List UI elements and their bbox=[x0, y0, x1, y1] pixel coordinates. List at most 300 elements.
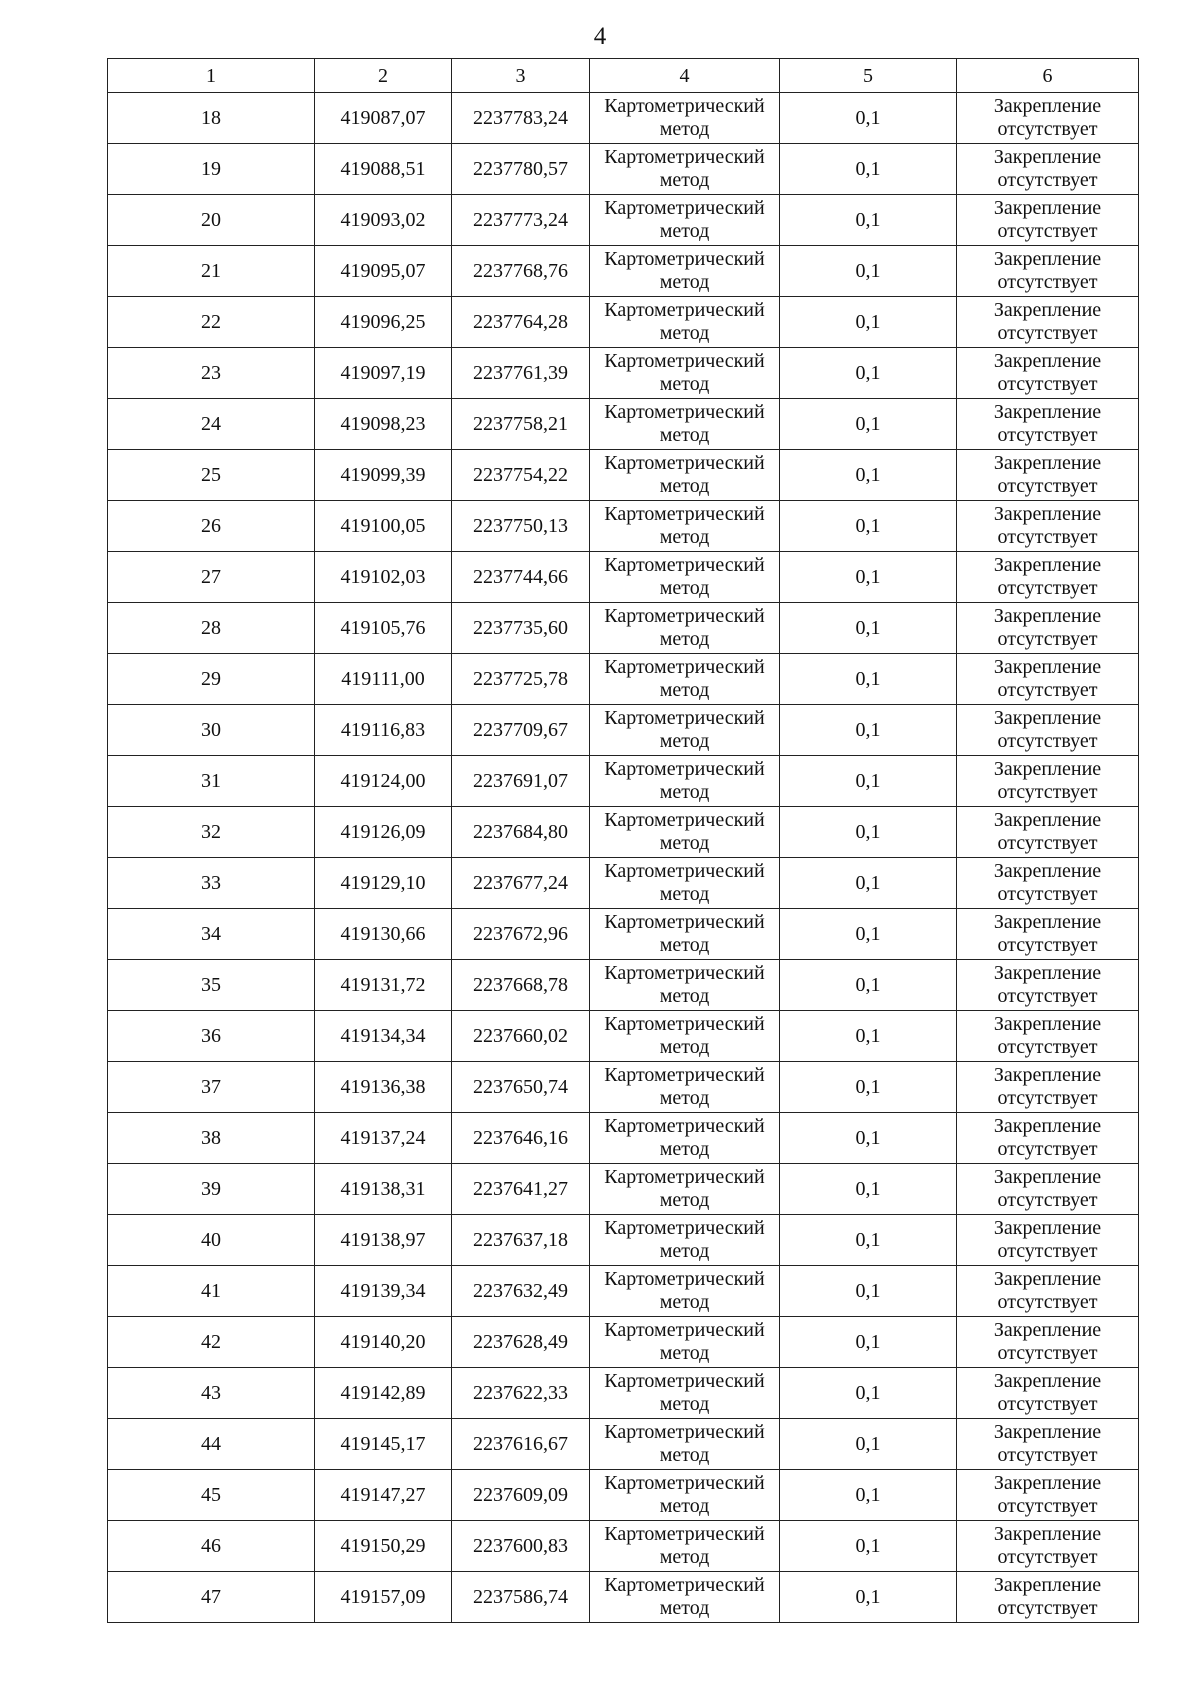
coordinate-x: 419147,27 bbox=[315, 1470, 452, 1521]
fixing-cell bbox=[957, 1521, 1139, 1572]
method-cell-line: метод bbox=[659, 1036, 710, 1058]
fixing-cell-line: Закрепление bbox=[993, 1013, 1102, 1035]
coordinate-y: 2237677,24 bbox=[452, 858, 590, 909]
fixing-cell-line: отсутствует bbox=[997, 832, 1098, 854]
method-cell-line: метод bbox=[659, 781, 710, 803]
method-cell-line: метод bbox=[659, 934, 710, 956]
fixing-cell bbox=[957, 552, 1139, 603]
fixing-cell-line: отсутствует bbox=[997, 934, 1098, 956]
point-number: 39 bbox=[108, 1164, 315, 1215]
table-row bbox=[108, 1113, 1139, 1164]
coordinate-y: 2237709,67 bbox=[452, 705, 590, 756]
method-cell bbox=[590, 348, 780, 399]
accuracy-cell: 0,1 bbox=[780, 1164, 957, 1215]
coordinate-x: 419088,51 bbox=[315, 144, 452, 195]
method-cell bbox=[590, 399, 780, 450]
coordinate-y: 2237744,66 bbox=[452, 552, 590, 603]
fixing-cell-line: Закрепление bbox=[993, 758, 1102, 780]
fixing-cell-line: отсутствует bbox=[997, 1597, 1098, 1619]
fixing-cell-line: Закрепление bbox=[993, 656, 1102, 678]
fixing-cell bbox=[957, 195, 1139, 246]
method-cell-line: Картометрический bbox=[604, 860, 765, 882]
fixing-cell-line: отсутствует bbox=[997, 1087, 1098, 1109]
point-number: 29 bbox=[108, 654, 315, 705]
table-row bbox=[108, 450, 1139, 501]
point-number: 41 bbox=[108, 1266, 315, 1317]
fixing-cell-line: отсутствует bbox=[997, 1495, 1098, 1517]
coordinate-x: 419137,24 bbox=[315, 1113, 452, 1164]
fixing-cell-line: отсутствует bbox=[997, 526, 1098, 548]
method-cell-line: метод bbox=[659, 475, 710, 497]
fixing-cell-line: отсутствует bbox=[997, 1291, 1098, 1313]
fixing-cell-line: Закрепление bbox=[993, 1115, 1102, 1137]
coordinate-y: 2237773,24 bbox=[452, 195, 590, 246]
fixing-cell bbox=[957, 246, 1139, 297]
coordinate-x: 419142,89 bbox=[315, 1368, 452, 1419]
fixing-cell bbox=[957, 1572, 1139, 1623]
fixing-cell bbox=[957, 858, 1139, 909]
method-cell bbox=[590, 1368, 780, 1419]
accuracy-cell: 0,1 bbox=[780, 1470, 957, 1521]
header-col-6: 6 bbox=[957, 59, 1139, 93]
coordinate-y: 2237616,67 bbox=[452, 1419, 590, 1470]
fixing-cell bbox=[957, 399, 1139, 450]
page-number: 4 bbox=[593, 23, 607, 50]
coordinate-y: 2237750,13 bbox=[452, 501, 590, 552]
coordinate-x: 419136,38 bbox=[315, 1062, 452, 1113]
fixing-cell-line: отсутствует bbox=[997, 1240, 1098, 1262]
fixing-cell-line: Закрепление bbox=[993, 809, 1102, 831]
method-cell-line: Картометрический bbox=[604, 146, 765, 168]
method-cell bbox=[590, 807, 780, 858]
fixing-cell-line: Закрепление bbox=[993, 1064, 1102, 1086]
fixing-cell-line: Закрепление bbox=[993, 1217, 1102, 1239]
table-row bbox=[108, 399, 1139, 450]
fixing-cell-line: Закрепление bbox=[993, 401, 1102, 423]
method-cell bbox=[590, 1470, 780, 1521]
method-cell-line: метод bbox=[659, 169, 710, 191]
accuracy-cell: 0,1 bbox=[780, 1368, 957, 1419]
method-cell-line: метод bbox=[659, 577, 710, 599]
method-cell bbox=[590, 705, 780, 756]
fixing-cell-line: Закрепление bbox=[993, 1268, 1102, 1290]
method-cell bbox=[590, 603, 780, 654]
point-number: 47 bbox=[108, 1572, 315, 1623]
fixing-cell-line: отсутствует bbox=[997, 169, 1098, 191]
accuracy-cell: 0,1 bbox=[780, 93, 957, 144]
fixing-cell bbox=[957, 93, 1139, 144]
method-cell-line: метод bbox=[659, 424, 710, 446]
accuracy-cell: 0,1 bbox=[780, 552, 957, 603]
fixing-cell-line: Закрепление bbox=[993, 911, 1102, 933]
coordinate-x: 419099,39 bbox=[315, 450, 452, 501]
point-number: 26 bbox=[108, 501, 315, 552]
fixing-cell-line: отсутствует bbox=[997, 271, 1098, 293]
header-row bbox=[108, 59, 1139, 93]
coordinate-y: 2237761,39 bbox=[452, 348, 590, 399]
fixing-cell bbox=[957, 144, 1139, 195]
coordinate-x: 419093,02 bbox=[315, 195, 452, 246]
accuracy-cell: 0,1 bbox=[780, 1266, 957, 1317]
method-cell-line: Картометрический bbox=[604, 1319, 765, 1341]
coordinate-y: 2237637,18 bbox=[452, 1215, 590, 1266]
accuracy-cell: 0,1 bbox=[780, 1113, 957, 1164]
coordinate-x: 419105,76 bbox=[315, 603, 452, 654]
coordinate-x: 419129,10 bbox=[315, 858, 452, 909]
point-number: 44 bbox=[108, 1419, 315, 1470]
fixing-cell-line: отсутствует bbox=[997, 577, 1098, 599]
fixing-cell-line: отсутствует bbox=[997, 1036, 1098, 1058]
point-number: 24 bbox=[108, 399, 315, 450]
method-cell-line: Картометрический bbox=[604, 962, 765, 984]
fixing-cell-line: Закрепление bbox=[993, 707, 1102, 729]
coordinate-x: 419096,25 bbox=[315, 297, 452, 348]
fixing-cell bbox=[957, 909, 1139, 960]
fixing-cell-line: Закрепление bbox=[993, 860, 1102, 882]
method-cell bbox=[590, 501, 780, 552]
table-row bbox=[108, 552, 1139, 603]
method-cell-line: Картометрический bbox=[604, 1115, 765, 1137]
table-row bbox=[108, 603, 1139, 654]
point-number: 22 bbox=[108, 297, 315, 348]
table-row bbox=[108, 1572, 1139, 1623]
point-number: 45 bbox=[108, 1470, 315, 1521]
point-number: 31 bbox=[108, 756, 315, 807]
fixing-cell-line: отсутствует bbox=[997, 322, 1098, 344]
method-cell-line: метод bbox=[659, 985, 710, 1007]
fixing-cell-line: отсутствует bbox=[997, 1546, 1098, 1568]
table-row bbox=[108, 1164, 1139, 1215]
coordinate-y: 2237609,09 bbox=[452, 1470, 590, 1521]
method-cell-line: метод bbox=[659, 271, 710, 293]
method-cell-line: метод bbox=[659, 730, 710, 752]
method-cell bbox=[590, 960, 780, 1011]
fixing-cell bbox=[957, 1011, 1139, 1062]
coordinate-y: 2237622,33 bbox=[452, 1368, 590, 1419]
method-cell bbox=[590, 1062, 780, 1113]
method-cell bbox=[590, 1419, 780, 1470]
fixing-cell-line: отсутствует bbox=[997, 475, 1098, 497]
table-row bbox=[108, 960, 1139, 1011]
accuracy-cell: 0,1 bbox=[780, 1317, 957, 1368]
accuracy-cell: 0,1 bbox=[780, 756, 957, 807]
method-cell-line: Картометрический bbox=[604, 503, 765, 525]
method-cell-line: Картометрический bbox=[604, 452, 765, 474]
coordinate-y: 2237660,02 bbox=[452, 1011, 590, 1062]
table-row bbox=[108, 654, 1139, 705]
coordinate-x: 419100,05 bbox=[315, 501, 452, 552]
coordinate-y: 2237650,74 bbox=[452, 1062, 590, 1113]
point-number: 35 bbox=[108, 960, 315, 1011]
coordinate-y: 2237754,22 bbox=[452, 450, 590, 501]
fixing-cell bbox=[957, 603, 1139, 654]
fixing-cell-line: Закрепление bbox=[993, 95, 1102, 117]
fixing-cell bbox=[957, 1215, 1139, 1266]
coordinate-x: 419111,00 bbox=[315, 654, 452, 705]
method-cell-line: метод bbox=[659, 1495, 710, 1517]
point-number: 34 bbox=[108, 909, 315, 960]
table-row bbox=[108, 297, 1139, 348]
coordinate-x: 419139,34 bbox=[315, 1266, 452, 1317]
method-cell bbox=[590, 654, 780, 705]
fixing-cell bbox=[957, 807, 1139, 858]
method-cell-line: метод bbox=[659, 526, 710, 548]
fixing-cell-line: отсутствует bbox=[997, 730, 1098, 752]
fixing-cell bbox=[957, 1470, 1139, 1521]
coordinate-y: 2237646,16 bbox=[452, 1113, 590, 1164]
method-cell-line: метод bbox=[659, 1291, 710, 1313]
coordinates-table bbox=[107, 58, 1139, 1623]
method-cell bbox=[590, 1317, 780, 1368]
table-row bbox=[108, 1470, 1139, 1521]
coordinate-y: 2237600,83 bbox=[452, 1521, 590, 1572]
method-cell-line: метод bbox=[659, 1342, 710, 1364]
coordinate-y: 2237783,24 bbox=[452, 93, 590, 144]
method-cell-line: Картометрический bbox=[604, 1472, 765, 1494]
table-row bbox=[108, 1062, 1139, 1113]
coordinate-x: 419087,07 bbox=[315, 93, 452, 144]
coordinate-y: 2237725,78 bbox=[452, 654, 590, 705]
coordinate-y: 2237780,57 bbox=[452, 144, 590, 195]
accuracy-cell: 0,1 bbox=[780, 195, 957, 246]
method-cell-line: метод bbox=[659, 1189, 710, 1211]
method-cell-line: метод bbox=[659, 220, 710, 242]
point-number: 36 bbox=[108, 1011, 315, 1062]
method-cell-line: Картометрический bbox=[604, 401, 765, 423]
method-cell bbox=[590, 1572, 780, 1623]
method-cell-line: Картометрический bbox=[604, 1268, 765, 1290]
table-row bbox=[108, 246, 1139, 297]
method-cell-line: Картометрический bbox=[604, 809, 765, 831]
fixing-cell bbox=[957, 654, 1139, 705]
coordinate-x: 419134,34 bbox=[315, 1011, 452, 1062]
fixing-cell-line: отсутствует bbox=[997, 781, 1098, 803]
method-cell-line: Картометрический bbox=[604, 1574, 765, 1596]
coordinate-y: 2237758,21 bbox=[452, 399, 590, 450]
coordinate-x: 419150,29 bbox=[315, 1521, 452, 1572]
method-cell-line: метод bbox=[659, 373, 710, 395]
method-cell bbox=[590, 297, 780, 348]
table-row bbox=[108, 1419, 1139, 1470]
coordinate-x: 419138,31 bbox=[315, 1164, 452, 1215]
method-cell-line: Картометрический bbox=[604, 350, 765, 372]
accuracy-cell: 0,1 bbox=[780, 654, 957, 705]
fixing-cell-line: отсутствует bbox=[997, 1342, 1098, 1364]
fixing-cell bbox=[957, 1062, 1139, 1113]
coordinate-x: 419095,07 bbox=[315, 246, 452, 297]
point-number: 32 bbox=[108, 807, 315, 858]
method-cell-line: метод bbox=[659, 1597, 710, 1619]
fixing-cell bbox=[957, 297, 1139, 348]
method-cell-line: метод bbox=[659, 1138, 710, 1160]
table-row bbox=[108, 1011, 1139, 1062]
point-number: 42 bbox=[108, 1317, 315, 1368]
coordinate-y: 2237672,96 bbox=[452, 909, 590, 960]
coordinate-x: 419126,09 bbox=[315, 807, 452, 858]
coordinate-x: 419140,20 bbox=[315, 1317, 452, 1368]
fixing-cell-line: Закрепление bbox=[993, 605, 1102, 627]
accuracy-cell: 0,1 bbox=[780, 858, 957, 909]
method-cell-line: метод bbox=[659, 118, 710, 140]
point-number: 23 bbox=[108, 348, 315, 399]
coordinate-x: 419131,72 bbox=[315, 960, 452, 1011]
accuracy-cell: 0,1 bbox=[780, 807, 957, 858]
fixing-cell bbox=[957, 705, 1139, 756]
method-cell-line: Картометрический bbox=[604, 605, 765, 627]
coordinate-x: 419124,00 bbox=[315, 756, 452, 807]
fixing-cell bbox=[957, 1368, 1139, 1419]
fixing-cell-line: отсутствует bbox=[997, 220, 1098, 242]
fixing-cell-line: отсутствует bbox=[997, 1189, 1098, 1211]
method-cell bbox=[590, 858, 780, 909]
method-cell bbox=[590, 1164, 780, 1215]
coordinate-y: 2237641,27 bbox=[452, 1164, 590, 1215]
method-cell bbox=[590, 144, 780, 195]
fixing-cell bbox=[957, 348, 1139, 399]
fixing-cell-line: Закрепление bbox=[993, 146, 1102, 168]
method-cell-line: метод bbox=[659, 883, 710, 905]
method-cell bbox=[590, 195, 780, 246]
fixing-cell-line: Закрепление bbox=[993, 299, 1102, 321]
method-cell-line: метод bbox=[659, 1240, 710, 1262]
fixing-cell-line: Закрепление bbox=[993, 503, 1102, 525]
method-cell bbox=[590, 1011, 780, 1062]
fixing-cell-line: Закрепление bbox=[993, 1319, 1102, 1341]
fixing-cell-line: отсутствует bbox=[997, 985, 1098, 1007]
fixing-cell-line: отсутствует bbox=[997, 1138, 1098, 1160]
method-cell-line: метод bbox=[659, 1546, 710, 1568]
accuracy-cell: 0,1 bbox=[780, 399, 957, 450]
fixing-cell bbox=[957, 1164, 1139, 1215]
accuracy-cell: 0,1 bbox=[780, 246, 957, 297]
method-cell-line: метод bbox=[659, 322, 710, 344]
header-col-2: 2 bbox=[315, 59, 452, 93]
table-row bbox=[108, 1215, 1139, 1266]
coordinate-y: 2237735,60 bbox=[452, 603, 590, 654]
fixing-cell bbox=[957, 1419, 1139, 1470]
accuracy-cell: 0,1 bbox=[780, 1062, 957, 1113]
coordinate-x: 419145,17 bbox=[315, 1419, 452, 1470]
table-row bbox=[108, 348, 1139, 399]
coordinate-x: 419098,23 bbox=[315, 399, 452, 450]
coordinate-y: 2237684,80 bbox=[452, 807, 590, 858]
fixing-cell bbox=[957, 1317, 1139, 1368]
fixing-cell-line: Закрепление bbox=[993, 554, 1102, 576]
header-col-1: 1 bbox=[108, 59, 315, 93]
coordinate-y: 2237632,49 bbox=[452, 1266, 590, 1317]
method-cell-line: Картометрический bbox=[604, 656, 765, 678]
fixing-cell-line: Закрепление bbox=[993, 197, 1102, 219]
point-number: 37 bbox=[108, 1062, 315, 1113]
fixing-cell-line: Закрепление bbox=[993, 1166, 1102, 1188]
method-cell bbox=[590, 1521, 780, 1572]
method-cell-line: Картометрический bbox=[604, 1013, 765, 1035]
table-row bbox=[108, 93, 1139, 144]
table-row bbox=[108, 1521, 1139, 1572]
accuracy-cell: 0,1 bbox=[780, 1215, 957, 1266]
point-number: 18 bbox=[108, 93, 315, 144]
method-cell bbox=[590, 1113, 780, 1164]
coordinate-x: 419130,66 bbox=[315, 909, 452, 960]
fixing-cell-line: Закрепление bbox=[993, 1523, 1102, 1545]
table-row bbox=[108, 1266, 1139, 1317]
header-col-4: 4 bbox=[590, 59, 780, 93]
fixing-cell-line: Закрепление bbox=[993, 1574, 1102, 1596]
fixing-cell-line: Закрепление bbox=[993, 1472, 1102, 1494]
table-row bbox=[108, 756, 1139, 807]
method-cell bbox=[590, 552, 780, 603]
fixing-cell bbox=[957, 756, 1139, 807]
accuracy-cell: 0,1 bbox=[780, 1521, 957, 1572]
accuracy-cell: 0,1 bbox=[780, 1419, 957, 1470]
method-cell-line: Картометрический bbox=[604, 707, 765, 729]
coordinate-x: 419102,03 bbox=[315, 552, 452, 603]
fixing-cell-line: Закрепление bbox=[993, 1421, 1102, 1443]
fixing-cell-line: отсутствует bbox=[997, 679, 1098, 701]
point-number: 33 bbox=[108, 858, 315, 909]
fixing-cell bbox=[957, 960, 1139, 1011]
fixing-cell-line: Закрепление bbox=[993, 962, 1102, 984]
fixing-cell-line: отсутствует bbox=[997, 118, 1098, 140]
coordinate-x: 419138,97 bbox=[315, 1215, 452, 1266]
table-row bbox=[108, 858, 1139, 909]
method-cell bbox=[590, 756, 780, 807]
accuracy-cell: 0,1 bbox=[780, 960, 957, 1011]
table-row bbox=[108, 909, 1139, 960]
table-row bbox=[108, 1317, 1139, 1368]
accuracy-cell: 0,1 bbox=[780, 1572, 957, 1623]
method-cell-line: метод bbox=[659, 679, 710, 701]
fixing-cell-line: Закрепление bbox=[993, 452, 1102, 474]
point-number: 30 bbox=[108, 705, 315, 756]
coordinate-y: 2237628,49 bbox=[452, 1317, 590, 1368]
accuracy-cell: 0,1 bbox=[780, 501, 957, 552]
method-cell-line: метод bbox=[659, 1087, 710, 1109]
accuracy-cell: 0,1 bbox=[780, 705, 957, 756]
method-cell-line: Картометрический bbox=[604, 197, 765, 219]
method-cell-line: Картометрический bbox=[604, 1217, 765, 1239]
table-row bbox=[108, 501, 1139, 552]
method-cell bbox=[590, 93, 780, 144]
point-number: 21 bbox=[108, 246, 315, 297]
coordinate-y: 2237768,76 bbox=[452, 246, 590, 297]
point-number: 40 bbox=[108, 1215, 315, 1266]
method-cell-line: Картометрический bbox=[604, 1421, 765, 1443]
coordinate-x: 419097,19 bbox=[315, 348, 452, 399]
accuracy-cell: 0,1 bbox=[780, 348, 957, 399]
accuracy-cell: 0,1 bbox=[780, 297, 957, 348]
method-cell-line: Картометрический bbox=[604, 95, 765, 117]
header-col-5: 5 bbox=[780, 59, 957, 93]
method-cell-line: Картометрический bbox=[604, 1166, 765, 1188]
method-cell-line: Картометрический bbox=[604, 554, 765, 576]
method-cell bbox=[590, 246, 780, 297]
accuracy-cell: 0,1 bbox=[780, 603, 957, 654]
method-cell-line: Картометрический bbox=[604, 758, 765, 780]
point-number: 28 bbox=[108, 603, 315, 654]
coordinate-x: 419116,83 bbox=[315, 705, 452, 756]
coordinate-y: 2237586,74 bbox=[452, 1572, 590, 1623]
header-col-3: 3 bbox=[452, 59, 590, 93]
method-cell-line: Картометрический bbox=[604, 299, 765, 321]
table-row bbox=[108, 144, 1139, 195]
point-number: 27 bbox=[108, 552, 315, 603]
coordinate-y: 2237691,07 bbox=[452, 756, 590, 807]
table-row bbox=[108, 705, 1139, 756]
method-cell-line: метод bbox=[659, 1393, 710, 1415]
fixing-cell bbox=[957, 450, 1139, 501]
method-cell-line: Картометрический bbox=[604, 1064, 765, 1086]
